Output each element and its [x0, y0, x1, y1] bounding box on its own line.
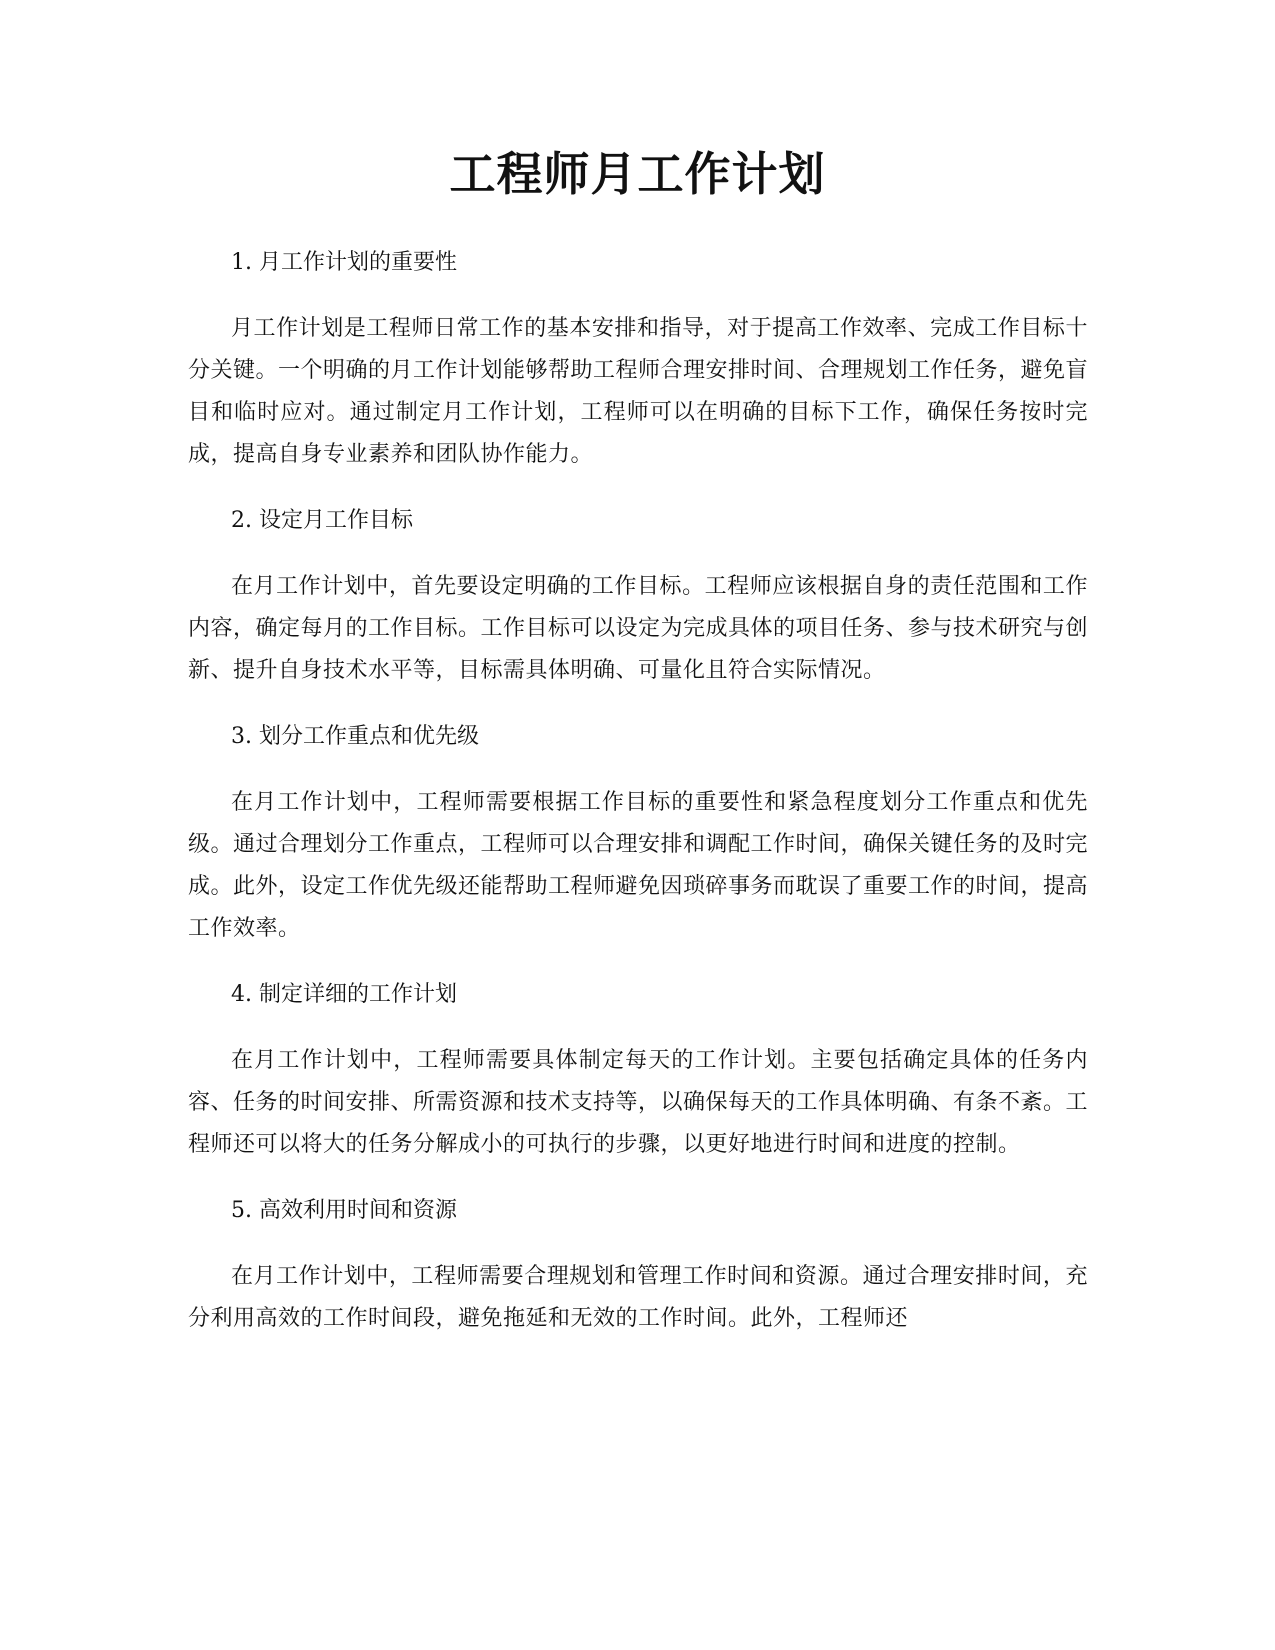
section-paragraph-4: 在月工作计划中，工程师需要具体制定每天的工作计划。主要包括确定具体的任务内容、任务的时间安排、所需资源和技术支持等，以确保每天的工作具体明确、有条不紊。工程师还可以将大的任务分解成小的可执行的步骤，以更好地进行时间和进度的控制。	[188, 1048, 1089, 1157]
section-paragraph-1: 月工作计划是工程师日常工作的基本安排和指导，对于提高工作效率、完成工作目标十分关键。一个明确的月工作计划能够帮助工程师合理安排时间、合理规划工作任务，避免盲目和临时应对。通过制定月工作计划，工程师可以在明确的目标下工作，确保任务按时完成，提高自身专业素养和团队协作能力。	[188, 316, 1089, 467]
section-paragraph-2: 在月工作计划中，首先要设定明确的工作目标。工程师应该根据自身的责任范围和工作内容，确定每月的工作目标。工作目标可以设定为完成具体的项目任务、参与技术研究与创新、提升自身技术水平等，目标需具体明确、可量化且符合实际情况。	[188, 574, 1089, 683]
section-heading-2: 2. 设定月工作目标	[231, 508, 413, 533]
section-heading-5: 5. 高效利用时间和资源	[231, 1198, 457, 1223]
section-heading-3: 3. 划分工作重点和优先级	[231, 724, 479, 749]
section-paragraph-5: 在月工作计划中，工程师需要合理规划和管理工作时间和资源。通过合理安排时间，充分利用高效的工作时间段，避免拖延和无效的工作时间。此外，工程师还	[188, 1264, 1088, 1331]
document-body	[188, 242, 1088, 1364]
section-heading-4: 4. 制定详细的工作计划	[231, 982, 457, 1007]
document-title: 工程师月工作计划	[449, 147, 826, 201]
section-heading-1: 1. 月工作计划的重要性	[231, 250, 457, 275]
section-paragraph-3: 在月工作计划中，工程师需要根据工作目标的重要性和紧急程度划分工作重点和优先级。通过合理划分工作重点，工程师可以合理安排和调配工作时间，确保关键任务的及时完成。此外，设定工作优先级还能帮助工程师避免因琐碎事务而耽误了重要工作的时间，提高工作效率。	[188, 790, 1089, 941]
